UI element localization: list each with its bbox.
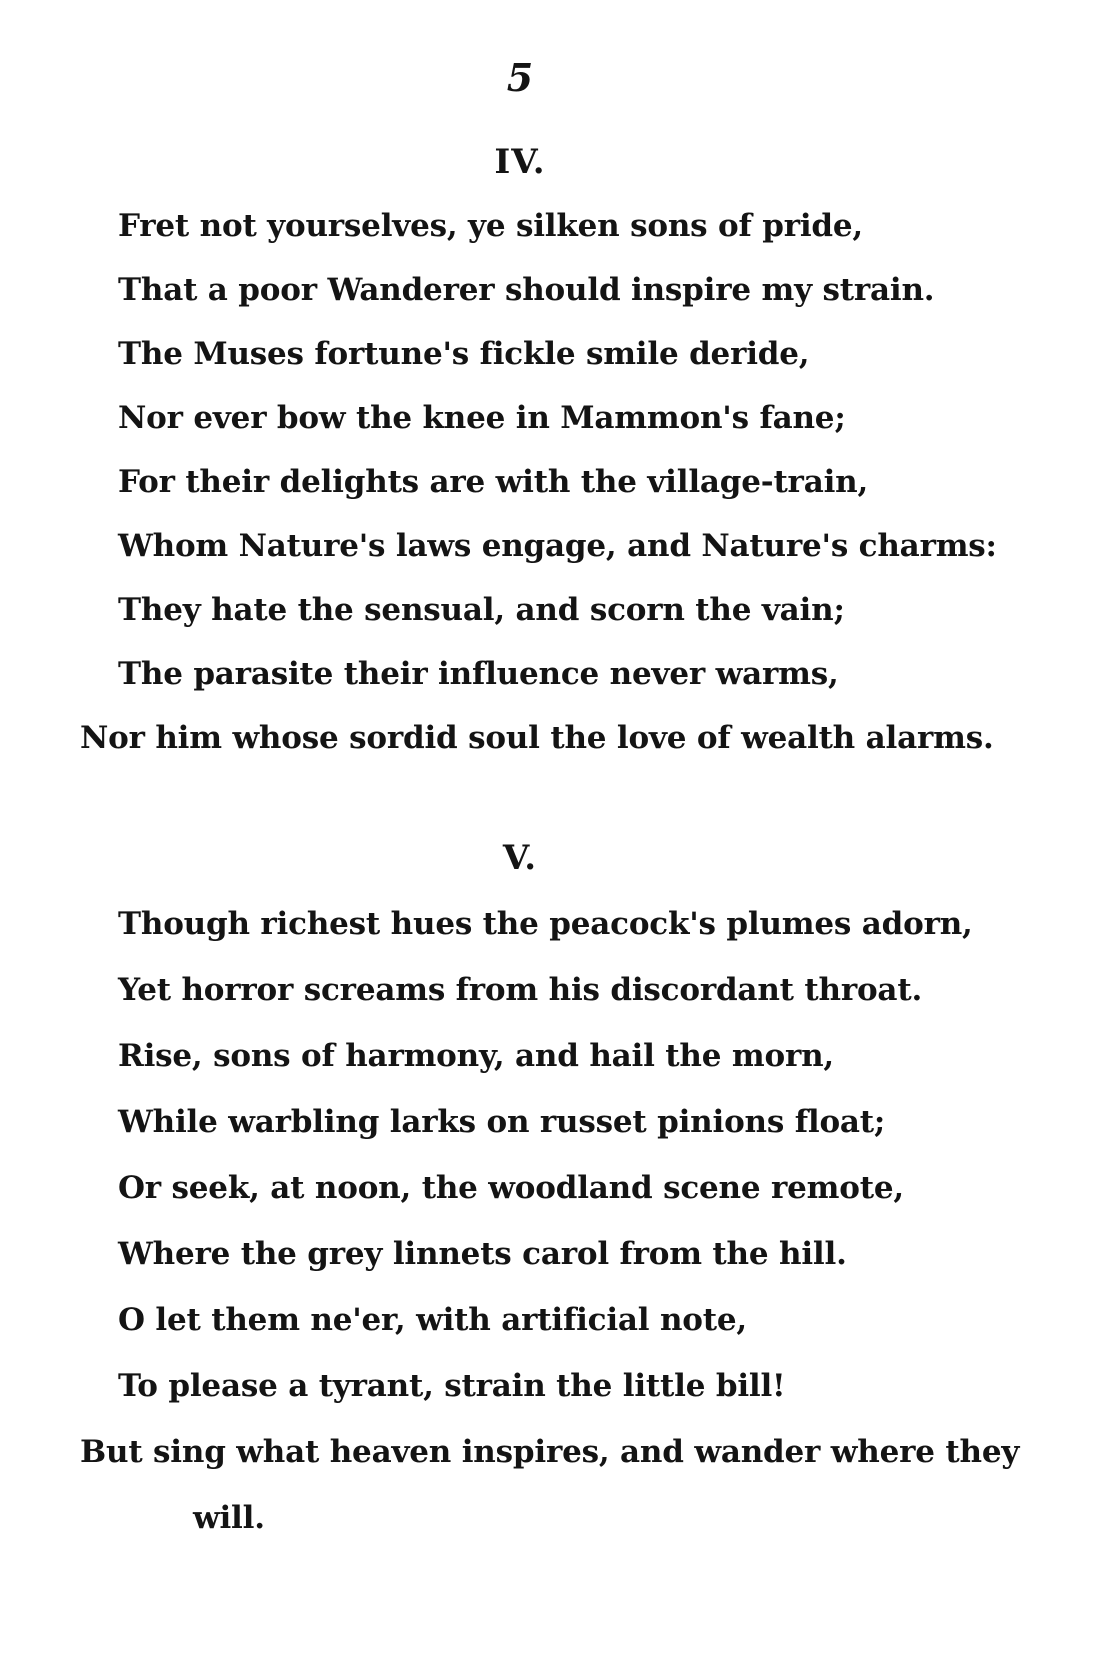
verse-line: That a poor Wanderer should inspire my strain. <box>118 272 935 308</box>
verse-line: O let them ne'er, with artificial note, <box>118 1302 748 1338</box>
verse-line: Nor him whose sordid soul the love of wealth alarms. <box>80 720 994 756</box>
verse-line: Or seek, at noon, the woodland scene remote, <box>118 1170 904 1206</box>
verse-line: Though richest hues the peacock's plumes adorn, <box>118 906 973 942</box>
page-number: 5 <box>506 55 534 100</box>
verse-line: Fret not yourselves, ye silken sons of pride, <box>118 208 864 244</box>
verse-line: Rise, sons of harmony, and hail the morn, <box>118 1038 835 1074</box>
verse-line: The parasite their influence never warms, <box>118 656 839 692</box>
verse-line: While warbling larks on russet pinions float; <box>118 1104 886 1140</box>
verse-line: Nor ever bow the knee in Mammon's fane; <box>118 400 846 436</box>
verse-line: But sing what heaven inspires, and wander where they <box>80 1434 1020 1470</box>
verse-line: Whom Nature's laws engage, and Nature's charms: <box>118 528 997 564</box>
stanza-numeral: IV. <box>494 142 546 182</box>
verse-line: Where the grey linnets carol from the hill. <box>118 1236 847 1272</box>
verse-line: Yet horror screams from his discordant throat. <box>118 972 923 1008</box>
verse-line: The Muses fortune's fickle smile deride, <box>118 336 810 372</box>
verse-line: For their delights are with the village-train, <box>118 464 869 500</box>
verse-line: They hate the sensual, and scorn the vain; <box>118 592 845 628</box>
stanza-numeral: V. <box>502 838 538 878</box>
verse-line: To please a tyrant, strain the little bill! <box>118 1368 786 1404</box>
verse-line-continuation: will. <box>193 1500 265 1536</box>
